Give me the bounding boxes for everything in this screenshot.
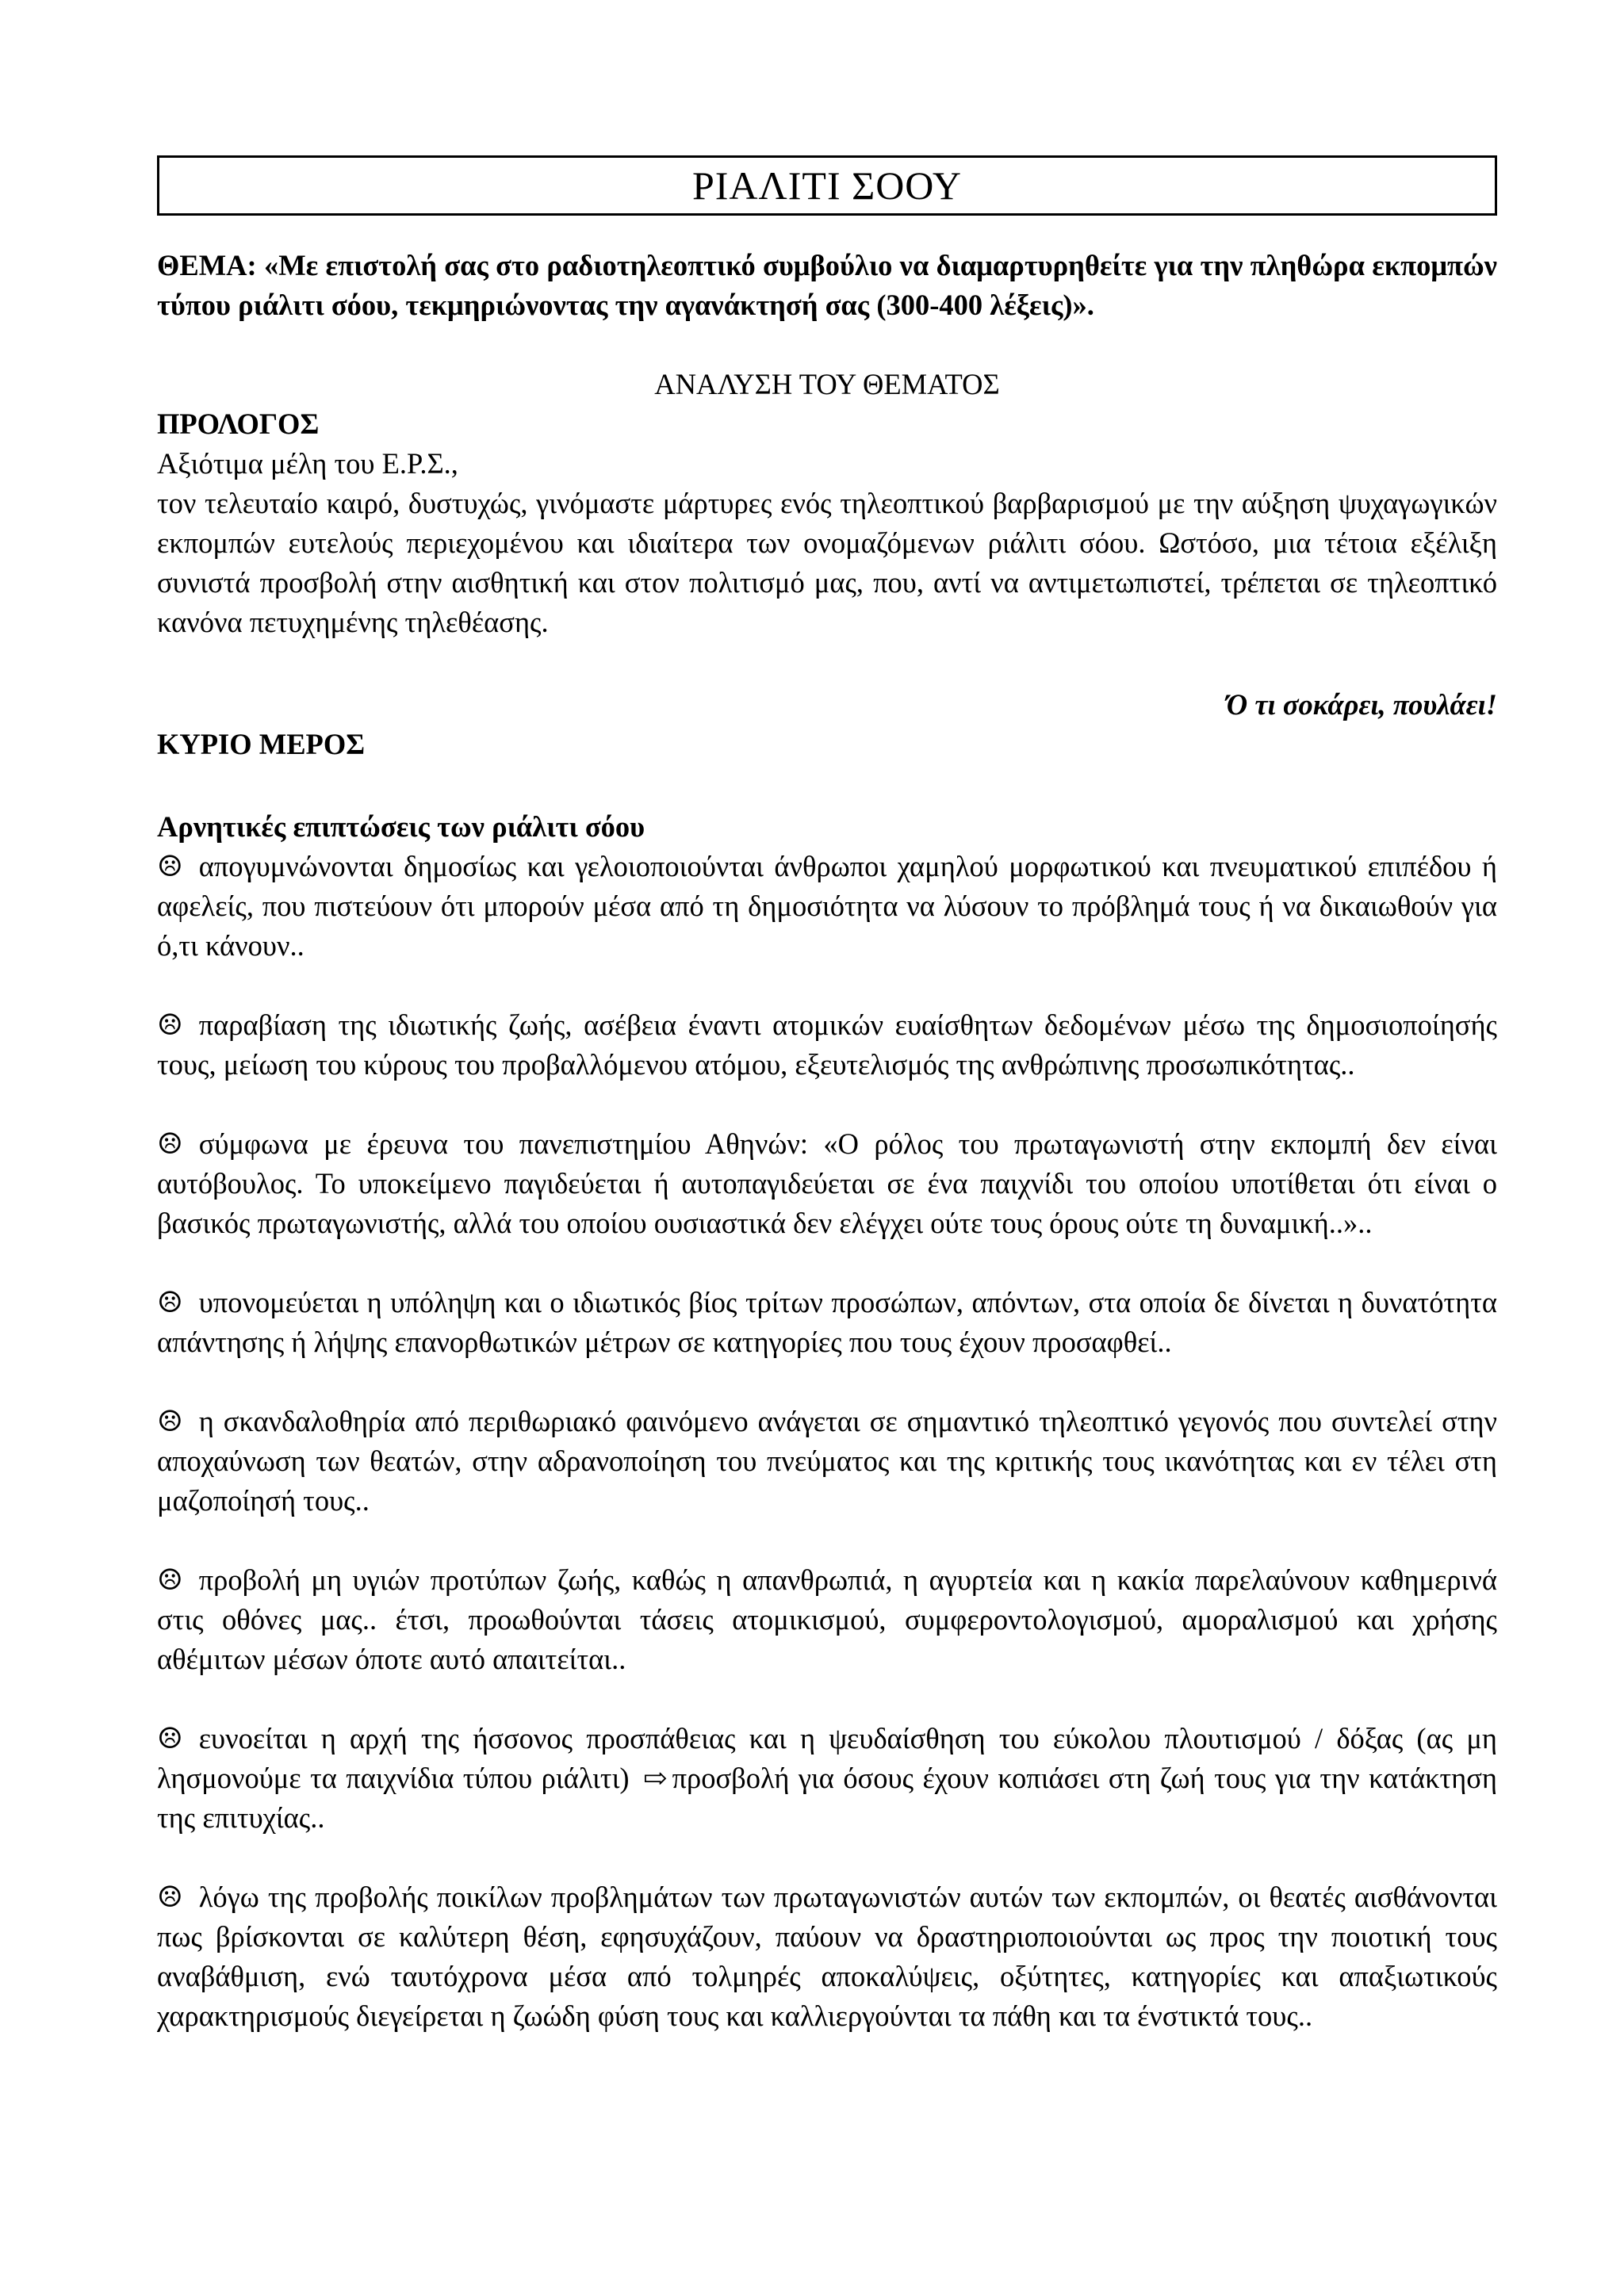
list-item bbox=[157, 1560, 1497, 1679]
bullet-text: η σκανδαλοθηρία από περιθωριακό φαινόμενο ανάγεται σε σημαντικό τηλεοπτικό γεγονός που συντελεί στην αποχαύνωση των θεατών, στην αδρανοποίηση του πνεύματος και της κριτικής τους ικανότητας και εν τέλει στη μαζοποίησή τους.. bbox=[157, 1405, 1497, 1517]
main-subheading: Αρνητικές επιπτώσεις των ριάλιτι σόου bbox=[157, 810, 645, 843]
bullet-text: απογυμνώνονται δημοσίως και γελοιοποιούνται άνθρωποι χαμηλού μορφωτικού και πνευματικού επιπέδου ή αφελείς, που πιστεύουν ότι μπορούν μέσα από τη δημοσιότητα να λύσουν το πρόβλημά τους ή να δικαιωθούν για ό,τι κάνουν.. bbox=[157, 850, 1497, 962]
document-page bbox=[157, 155, 1497, 2036]
list-item bbox=[157, 1719, 1497, 1838]
bullet-text: σύμφωνα με έρευνα του πανεπιστημίου Αθηνών: «Ο ρόλος του πρωταγωνιστή στην εκπομπή δεν είναι αυτόβουλος. Το υποκείμενο παγιδεύεται ή αυτοπαγιδεύεται σε ένα παιχνίδι του οποίου υποτίθεται ότι είναι ο βασικός πρωταγωνιστής, αλλά του οποίου ουσιαστικά δεν ελέγχει ούτε τους όρους ούτε τη δυναμική..».. bbox=[157, 1127, 1497, 1239]
sad-face-icon: ☹ bbox=[157, 1008, 183, 1041]
main-heading: ΚΥΡΙΟ ΜΕΡΟΣ bbox=[157, 728, 366, 760]
prologue-salutation: Αξιότιμα μέλη του Ε.Ρ.Σ., bbox=[157, 447, 458, 480]
document-title: ΡΙΑΛΙΤΙ ΣΟΟΥ bbox=[691, 163, 963, 208]
bullet-text-part-1: ευνοείται η αρχή της ήσσονος προσπάθειας και η ψευδαίσθηση του εύκολου πλουτισμού / δόξας (ας μη λησμονούμε τα παιχνίδια τύπου ριάλιτι) bbox=[157, 1722, 1497, 1794]
sad-face-icon: ☹ bbox=[157, 1127, 183, 1160]
sad-face-icon: ☹ bbox=[157, 850, 183, 882]
list-item bbox=[157, 1402, 1497, 1521]
topic-statement: ΘΕΜΑ: «Με επιστολή σας στο ραδιοτηλεοπτικό συμβούλιο να διαμαρτυρηθείτε για την πληθώρα εκπομπών τύπου ριάλιτι σόου, τεκμηριώνοντας την αγανάκτησή σας (300-400 λέξεις)». bbox=[157, 249, 1497, 321]
sad-face-icon: ☹ bbox=[157, 1881, 183, 1913]
list-item bbox=[157, 847, 1497, 966]
sad-face-icon: ☹ bbox=[157, 1563, 183, 1596]
list-item bbox=[157, 1877, 1497, 2036]
slogan: Ό τι σοκάρει, πουλάει! bbox=[1226, 688, 1497, 721]
bullet-text: παραβίαση της ιδιωτικής ζωής, ασέβεια έναντι ατομικών ευαίσθητων δεδομένων μέσω της δημοσιοποίησής τους, μείωση του κύρους του προβαλλόμενου ατόμου, εξευτελισμός της ανθρώπινης προσωπικότητας.. bbox=[157, 1008, 1497, 1081]
bullet-text-part-2: προσβολή για όσους έχουν κοπιάσει στη ζωή τους για την κατάκτηση της επιτυχίας.. bbox=[157, 1762, 1497, 1834]
bullet-text: προβολή μη υγιών προτύπων ζωής, καθώς η απανθρωπιά, η αγυρτεία και η κακία παρελαύνουν καθημερινά στις οθόνες μας.. έτσι, προωθούνται τάσεις ατομικισμού, συμφεροντολογισμού, αμοραλισμού και χρήσης αθέμιτων μέσων όποτε αυτό απαιτείται.. bbox=[157, 1563, 1497, 1675]
sad-face-icon: ☹ bbox=[157, 1286, 183, 1318]
bullet-text: λόγω της προβολής ποικίλων προβλημάτων των πρωταγωνιστών αυτών των εκπομπών, οι θεατές αισθάνονται πως βρίσκονται σε καλύτερη θέση, εφησυχάζουν, παύουν να δραστηριοποιούνται ως προς την ποιοτική τους αναβάθμιση, ενώ ταυτόχρονα μέσα από τολμηρές αποκαλύψεις, οξύτητες, κατηγορίες και απαξιωτικούς χαρακτηρισμούς διεγείρεται η ζωώδη φύση τους και καλλιεργούνται τα πάθη και τα ένστικτά τους.. bbox=[157, 1881, 1497, 2032]
list-item bbox=[157, 1283, 1497, 1362]
list-item bbox=[157, 1005, 1497, 1085]
list-item bbox=[157, 1124, 1497, 1243]
main-section bbox=[157, 725, 1497, 2036]
sad-face-icon: ☹ bbox=[157, 1722, 183, 1755]
prologue-heading: ΠΡΟΛΟΓΟΣ bbox=[157, 408, 320, 440]
sad-face-icon: ☹ bbox=[157, 1405, 183, 1437]
right-arrow-icon: ⇨ bbox=[642, 1762, 668, 1794]
prologue-section bbox=[157, 404, 1497, 642]
analysis-heading: ΑΝΑΛΥΣΗ ΤΟΥ ΘΕΜΑΤΟΣ bbox=[654, 368, 1000, 400]
bullet-text: υπονομεύεται η υπόληψη και ο ιδιωτικός βίος τρίτων προσώπων, απόντων, στα οποία δε δίνεται η δυνατότητα απάντησης ή λήψης επανορθωτικών μέτρων σε κατηγορίες που τους έχουν προσαφθεί.. bbox=[157, 1286, 1497, 1358]
title-box bbox=[157, 155, 1497, 216]
prologue-text: τον τελευταίο καιρό, δυστυχώς, γινόμαστε μάρτυρες ενός τηλεοπτικού βαρβαρισμού με την αύξηση ψυχαγωγικών εκπομπών ευτελούς περιεχομένου και ιδιαίτερα των ονομαζόμενων ριάλιτι σόου. Ωστόσο, μια τέτοια εξέλιξη συνιστά προσβολή στην αισθητική και στον πολιτισμό μας, που, αντί να αντιμετωπιστεί, τρέπεται σε τηλεοπτικό κανόνα πετυχημένης τηλεθέασης. bbox=[157, 487, 1497, 638]
